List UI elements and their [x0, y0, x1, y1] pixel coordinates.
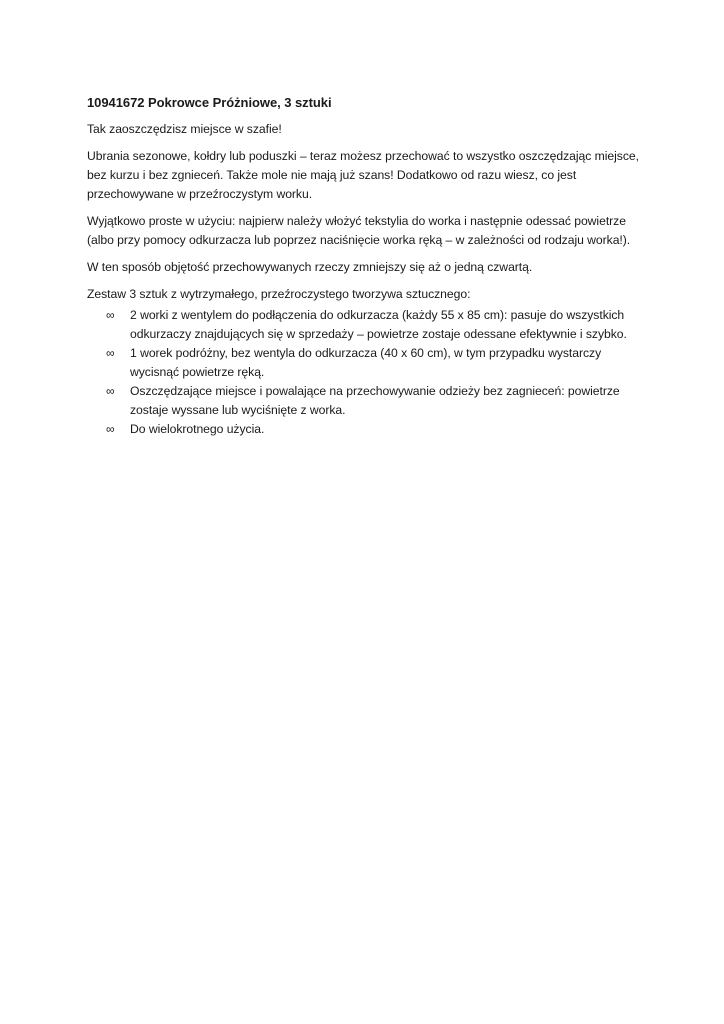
document-page: [87, 93, 647, 439]
list-item-text: 2 worki z wentylem do podłączenia do odkurzacza (każdy 55 x 85 cm): pasuje do wszystkich odkurzaczy znajdujących się w sprzedaży – powietrze zostaje odessane efektywnie i szybko.: [130, 308, 627, 341]
infinity-bullet-icon: ∞: [106, 384, 115, 398]
list-item: [87, 420, 647, 439]
list-item: [87, 382, 647, 420]
infinity-bullet-icon: ∞: [106, 308, 115, 322]
list-item-text: Oszczędzające miejsce i powalające na przechowywanie odzieży bez zagnieceń: powietrze zostaje wyssane lub wyciśnięte z worka.: [130, 384, 620, 417]
list-item-text: Do wielokrotnego użycia.: [130, 422, 265, 436]
list-item: [87, 306, 647, 344]
paragraph-description: Ubrania sezonowe, kołdry lub poduszki – teraz możesz przechować to wszystko oszczędzając miejsce, bez kurzu i bez zgnieceń. Także mole nie mają już szans! Dodatkowo od razu wiesz, co jest przechowywane w przeźroczystym worku.: [87, 149, 639, 201]
paragraph-volume: W ten sposób objętość przechowywanych rzeczy zmniejszy się aż o jedną czwartą.: [87, 260, 533, 274]
infinity-bullet-icon: ∞: [106, 422, 115, 436]
infinity-bullet-icon: ∞: [106, 346, 115, 360]
document-title: 10941672 Pokrowce Próżniowe, 3 sztuki: [87, 95, 332, 110]
list-item: [87, 344, 647, 382]
paragraph-usage: Wyjątkowo proste w użyciu: najpierw należy włożyć tekstylia do worka i następnie odessać powietrze (albo przy pomocy odkurzacza lub poprzez naciśnięcie worka ręką – w zależności od rodzaju worka!).: [87, 214, 631, 247]
bullet-list: [87, 306, 647, 439]
paragraph-intro: Tak zaoszczędzisz miejsce w szafie!: [87, 122, 282, 136]
paragraph-set: Zestaw 3 sztuk z wytrzymałego, przeźroczystego tworzywa sztucznego:: [87, 287, 471, 301]
list-item-text: 1 worek podróżny, bez wentyla do odkurzacza (40 x 60 cm), w tym przypadku wystarczy wycisnąć powietrze ręką.: [130, 346, 602, 379]
